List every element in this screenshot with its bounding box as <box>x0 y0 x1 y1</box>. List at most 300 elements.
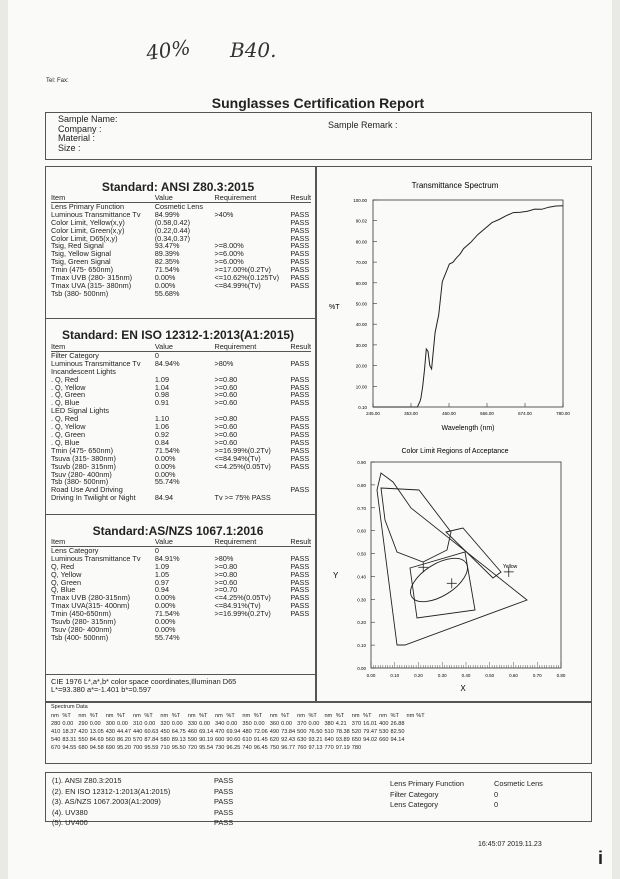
x-tick-label: 780.00 <box>556 411 570 416</box>
spectrum-cell: 16.01 <box>363 721 378 727</box>
x-tick-label: 0.80 <box>556 673 566 678</box>
color-limit-chart <box>315 440 590 696</box>
spectrum-row <box>51 728 427 736</box>
table-cell: PASS <box>290 265 310 275</box>
spectrum-cell: 370 <box>297 721 307 727</box>
page-corner-mark: i <box>598 848 604 868</box>
table-cell: 55.68% <box>154 288 180 298</box>
spectrum-cell: 0.00 <box>199 721 210 727</box>
y-tick-label: 100.00 <box>353 198 367 203</box>
table-cell <box>214 626 290 634</box>
spectrum-cell: 740 <box>242 745 252 751</box>
spectrum-cell: 82.50 <box>390 729 405 735</box>
spectrum-cell: nm <box>105 713 114 719</box>
table-cell: PASS <box>290 569 310 579</box>
spectrum-cell: %T <box>335 713 345 719</box>
transmittance-xlabel: Wavelength (nm) <box>441 425 495 432</box>
y-tick-label: 0.90 <box>357 460 366 465</box>
y-tick-label: 30.00 <box>355 342 367 348</box>
spectrum-cell: 560 <box>105 737 116 743</box>
spectrum-cell: nm <box>406 713 415 719</box>
lens-info-value: 0 <box>494 800 499 810</box>
y-tick-label: 40.00 <box>355 322 367 328</box>
table-cell: 89.39% <box>154 249 180 259</box>
table-cell: >=0.60 <box>214 422 238 432</box>
column-header: Result <box>290 342 311 351</box>
table-cell: Tmax UVA(315- 400nm) <box>51 601 130 611</box>
green-acceptance-region <box>381 488 451 562</box>
table-cell: 0.00% <box>154 601 176 611</box>
spectrum-cell: 580 <box>160 737 170 743</box>
column-header: Requirement <box>214 343 290 351</box>
column-header: Item <box>51 343 155 351</box>
table-cell: . Q, Red <box>51 414 79 424</box>
transmittance-chart <box>315 172 590 434</box>
spectrum-data-title: Spectrum Data <box>51 704 88 710</box>
table-cell: 1.10 <box>154 414 170 424</box>
spectrum-cell: 370 <box>351 721 362 727</box>
table-cell: >=8.00% <box>214 241 244 251</box>
spectrum-cell: 690 <box>105 745 116 751</box>
table-row <box>51 391 311 399</box>
table-cell: Cosmetic Lens <box>154 201 203 211</box>
spectrum-cell: 660 <box>379 737 389 743</box>
table-cell: PASS <box>290 273 310 283</box>
plot-frame <box>373 200 563 407</box>
sample-remark-label: Sample Remark : <box>328 120 398 130</box>
column-header: Requirement <box>214 538 290 546</box>
table-cell: 84.91% <box>154 553 180 563</box>
spectrum-cell: nm <box>160 713 169 719</box>
spectrum-cell: 64.75 <box>171 729 186 735</box>
table-cell: >=16.99%(0.2Tv) <box>214 609 271 619</box>
spectrum-cell: 710 <box>160 745 170 751</box>
spectrum-cell: 300 <box>105 721 116 727</box>
table-cell: >=0.70 <box>214 585 238 595</box>
table-row <box>51 571 311 579</box>
spectrum-cell: nm <box>187 713 196 719</box>
summary-result: PASS <box>214 818 234 828</box>
table-cell: 1.09 <box>154 561 170 571</box>
summary-standard: (3). AS/NZS 1067.2003(A1:2009) <box>52 797 161 807</box>
spectrum-cell: nm <box>242 713 251 719</box>
transmittance-title: Transmittance Spectrum <box>411 181 499 190</box>
table-cell <box>290 626 311 634</box>
yellow-acceptance-region <box>446 528 501 578</box>
y-tick-label: 0.30 <box>357 597 366 603</box>
table-row <box>51 494 311 502</box>
spectrum-cell <box>390 744 406 752</box>
x-tick-label: 674.00 <box>518 411 532 416</box>
spectrum-cell: %T <box>117 713 126 719</box>
transmittance-series-line <box>373 206 563 407</box>
table-cell: Filter Category <box>51 350 99 360</box>
table-cell: PASS <box>290 593 310 603</box>
lens-info-label: Lens Primary Function <box>390 779 464 788</box>
spectrum-cell: nm <box>51 713 59 719</box>
table-cell: 0.97 <box>154 577 170 587</box>
spectrum-cell: %T <box>89 713 99 719</box>
summary-result: PASS <box>214 807 234 817</box>
spectrum-cell: nm <box>324 713 333 719</box>
table-row <box>51 579 311 587</box>
table-cell: 0.00% <box>154 280 176 290</box>
table-cell: >=6.00% <box>214 249 244 259</box>
spectrum-cell: 0.00 <box>281 721 292 727</box>
spectrum-cell <box>406 720 416 728</box>
table-cell: 1.09 <box>154 374 170 384</box>
table-cell <box>214 634 290 642</box>
table-cell: 0.00% <box>154 617 176 627</box>
spectrum-cell: 96.77 <box>281 745 296 751</box>
table-cell: PASS <box>290 249 310 259</box>
spectrum-row <box>51 720 427 728</box>
table-cell: Tsb (400- 500nm) <box>51 632 109 642</box>
table-cell: <=10.62%(0.125Tv) <box>214 273 280 283</box>
spectrum-cell: %T <box>62 713 71 719</box>
color-point-marker <box>418 562 428 572</box>
table-cell: PASS <box>290 422 310 432</box>
table-cell: Tsuv (280- 400nm) <box>51 469 112 479</box>
asnzs-title: Standard:AS/NZS 1067.1:2016 <box>92 524 264 538</box>
spectrum-cell: 94.02 <box>363 737 378 743</box>
table-cell: >=0.80 <box>214 414 238 424</box>
table-cell: Tmax UVB (280-315nm) <box>51 593 131 603</box>
spectrum-cell: 0.00 <box>144 721 156 727</box>
column-header: Item <box>51 194 155 202</box>
spectrum-cell: 290 <box>78 721 88 727</box>
spectrum-cell: 13.05 <box>89 729 104 735</box>
table-cell: <=4.25%(0.05Tv) <box>214 461 271 471</box>
table-cell: PASS <box>290 577 310 587</box>
spectrum-cell: %T <box>308 713 317 719</box>
table-cell: 0.00% <box>154 273 176 283</box>
table-cell: PASS <box>290 445 310 455</box>
x-tick-label: 566.00 <box>480 411 494 416</box>
x-tick-label: 0.50 <box>485 673 495 678</box>
spectrum-cell: 86.20 <box>117 737 132 743</box>
spectrum-cell: 750 <box>269 745 280 751</box>
lens-info-row <box>390 780 553 789</box>
summary-result: PASS <box>214 776 234 785</box>
table-cell: 84.94% <box>154 358 180 368</box>
spectrum-cell: 84.69 <box>89 737 104 743</box>
summary-row <box>52 819 243 828</box>
table-cell <box>214 618 290 626</box>
column-header: Value <box>155 538 215 546</box>
spectrum-cell: %T <box>171 713 181 719</box>
table-row <box>51 423 311 431</box>
sample-labels <box>58 115 118 153</box>
lens-info-value: 0 <box>494 789 499 799</box>
handwritten-note-percent: 40% <box>144 35 192 65</box>
table-cell: Luminous Transmittance Tv <box>51 209 141 219</box>
spectrum-cell: 69.94 <box>226 729 241 735</box>
asnzs-table <box>51 538 311 642</box>
spectrum-cell: %T <box>390 713 399 719</box>
spectrum-cell: %T <box>253 713 263 719</box>
spectrum-cell: nm <box>379 713 387 719</box>
spectrum-cell: 620 <box>269 737 280 743</box>
spectrum-cell: 94.14 <box>390 737 405 743</box>
table-cell: Driving In Twilight or Night <box>51 493 136 503</box>
table-cell: Tv >= 75% PASS <box>214 493 271 503</box>
cie-line-1: CIE 1976 L*,a*,b* color space coordinates,Illuminan D65 <box>51 677 237 686</box>
spectrum-row <box>51 736 427 744</box>
table-cell: >=17.00%(0.2Tv) <box>214 265 271 275</box>
spectrum-cell: nm <box>78 713 87 719</box>
spectrum-cell: 590 <box>187 737 198 743</box>
spectrum-cell: 310 <box>133 721 143 727</box>
y-tick-label: 0.10 <box>358 405 367 410</box>
spectrum-cell: %T <box>281 713 290 719</box>
table-cell: PASS <box>290 585 310 595</box>
table-cell: >=0.60 <box>214 577 238 587</box>
table-cell: 1.06 <box>154 422 170 432</box>
table-row <box>51 555 311 563</box>
table-row <box>51 290 311 298</box>
table-cell: . Q, Blue <box>51 398 80 408</box>
table-cell: Color Limit, D65(x,y) <box>51 233 118 243</box>
spectrum-cell: 94.58 <box>89 745 104 751</box>
table-cell: 71.54% <box>154 265 180 275</box>
spectrum-cell: 0.00 <box>89 721 101 727</box>
spectrum-cell: 95.20 <box>117 745 132 751</box>
table-cell: Tsuvb (280- 315nm) <box>51 617 116 627</box>
print-timestamp: 16:45:07 2019.11.23 <box>478 841 542 848</box>
table-cell: PASS <box>290 241 310 251</box>
summary-lens-info <box>388 778 555 812</box>
table-cell: PASS <box>290 382 310 392</box>
spectrum-cell: 440 <box>133 729 143 735</box>
table-cell: PASS <box>290 209 310 219</box>
spectrum-cell: %T <box>416 713 425 719</box>
table-cell: 55.74% <box>154 477 180 487</box>
table-cell: PASS <box>290 461 310 471</box>
spectrum-cell: 400 <box>379 721 389 727</box>
lens-info-label: Filter Category <box>390 789 439 799</box>
spectral-locus <box>377 473 527 645</box>
spectrum-cell: %T <box>226 713 235 719</box>
color-limit-xlabel: X <box>460 684 466 693</box>
spectrum-cell: 72.06 <box>253 729 268 735</box>
table-cell: >80% <box>214 553 234 563</box>
table-cell: Tmin (475- 650nm) <box>51 265 114 275</box>
table-cell: 0 <box>154 545 159 555</box>
table-row <box>51 563 311 571</box>
spectrum-data-table <box>51 712 427 752</box>
spectrum-cell: 450 <box>160 729 170 735</box>
spectrum-cell: 570 <box>133 737 143 743</box>
spectrum-cell: 430 <box>105 729 116 735</box>
lens-info-row <box>390 791 553 800</box>
table-cell: Luminous Transmittance Tv <box>51 553 141 563</box>
table-cell: Tsb (380- 500nm) <box>51 288 109 298</box>
tel-fax: Tel: Fax: <box>46 78 69 84</box>
table-cell: . Q, Yellow <box>51 382 86 392</box>
table-cell: (0.58,0.42) <box>154 217 191 227</box>
x-tick-label: 0.40 <box>461 673 471 678</box>
spectrum-cell: 470 <box>215 729 225 735</box>
spectrum-cell: 760 <box>297 745 307 751</box>
spectrum-cell: 720 <box>187 745 198 751</box>
table-cell <box>215 290 291 298</box>
spectrum-cell: %T <box>144 713 153 719</box>
y-tick-label: 60.00 <box>355 280 367 286</box>
table-cell <box>214 478 290 486</box>
cie-coordinates <box>51 678 311 694</box>
y-tick-label: 0.00 <box>357 666 366 671</box>
table-row <box>51 415 311 423</box>
iso-title: Standard: EN ISO 12312-1:2013(A1:2015) <box>61 328 295 342</box>
spectrum-cell: 0.00 <box>226 721 238 727</box>
table-cell <box>290 471 311 479</box>
spectrum-cell: 95.50 <box>171 745 186 751</box>
table-cell: 93.47% <box>154 241 180 251</box>
table-row <box>51 634 311 642</box>
sample-info-box <box>45 112 592 160</box>
spectrum-cell: 520 <box>351 729 362 735</box>
divider <box>45 318 316 319</box>
table-cell <box>290 618 311 626</box>
spectrum-cell: 87.84 <box>144 737 159 743</box>
iso-table <box>51 343 311 502</box>
summary-standards <box>50 775 245 830</box>
y-tick-label: 70.00 <box>355 260 367 266</box>
table-cell: PASS <box>290 485 310 495</box>
spectrum-cell: 83.31 <box>62 737 77 743</box>
table-cell: <=84.99%(Tv) <box>214 280 261 290</box>
table-cell: PASS <box>290 217 310 227</box>
spectrum-cell: 92.43 <box>281 737 296 743</box>
table-cell: . Q, Green <box>51 390 86 400</box>
spectrum-cell: 700 <box>133 745 143 751</box>
spectrum-cell: 380 <box>324 721 334 727</box>
spectrum-cell: 91.45 <box>253 737 268 743</box>
spectrum-cell: 0.00 <box>171 721 183 727</box>
table-cell: PASS <box>290 437 310 447</box>
table-cell: (0.34,0.37) <box>154 233 191 243</box>
spectrum-row <box>51 744 427 752</box>
table-cell: PASS <box>290 453 310 463</box>
y-tick-label: 0.80 <box>357 482 366 488</box>
column-header: Requirement <box>215 194 291 202</box>
summary-row <box>52 798 243 807</box>
report-sheet <box>8 0 612 879</box>
y-tick-label: 0.60 <box>357 528 366 534</box>
spectrum-cell: 460 <box>187 729 198 735</box>
table-cell: 0.00% <box>154 469 176 479</box>
spectrum-cell: 480 <box>242 729 252 735</box>
table-cell: Lens Primary Function <box>51 201 124 211</box>
spectrum-cell <box>406 728 416 736</box>
divider <box>45 674 316 675</box>
spectrum-cell: 320 <box>160 721 170 727</box>
table-cell: Tsig, Yellow Signal <box>51 249 112 259</box>
spectrum-cell: 530 <box>379 729 389 735</box>
table-cell <box>290 634 311 642</box>
spectrum-cell: nm <box>297 713 305 719</box>
spectrum-cell: 490 <box>269 729 280 735</box>
table-cell: PASS <box>290 390 310 400</box>
table-cell <box>290 494 311 502</box>
table-cell: Q, Yellow <box>51 569 82 579</box>
table-cell: Luminous Transmittance Tv <box>51 358 141 368</box>
table-cell: Q, Blue <box>51 585 76 595</box>
spectrum-cell: 96.25 <box>226 745 241 751</box>
lens-info-value: Cosmetic Lens <box>494 779 543 788</box>
table-cell: PASS <box>290 553 310 563</box>
spectrum-cell: 0.00 <box>62 721 74 727</box>
summary-row <box>52 809 243 818</box>
table-cell: Q, Red <box>51 561 75 571</box>
spectrum-cell: 90.60 <box>226 737 241 743</box>
table-cell: 84.94 <box>154 493 174 503</box>
transmittance-ylabel: %T <box>329 304 340 311</box>
y-tick-label: 0.10 <box>357 643 366 649</box>
table-cell <box>214 471 290 479</box>
spectrum-cell: 340 <box>215 721 225 727</box>
y-tick-label: 90.02 <box>355 218 367 224</box>
table-cell: >=0.60 <box>214 390 238 400</box>
spectrum-cell: 79.47 <box>363 729 378 735</box>
spectrum-cell: %T <box>363 713 372 719</box>
table-cell: 1.05 <box>154 569 170 579</box>
table-cell: 1.04 <box>154 382 170 392</box>
table-cell: PASS <box>290 398 310 408</box>
summary-standard: (4). UV380 <box>52 807 88 817</box>
ansi-table <box>51 194 311 298</box>
spectrum-cell: 4.21 <box>335 721 347 727</box>
report-title: Sunglasses Certification Report <box>211 95 425 111</box>
table-cell: 82.35% <box>154 257 180 267</box>
summary-box <box>45 772 592 828</box>
table-cell: PASS <box>290 358 310 368</box>
table-cell: <=84.91%(Tv) <box>214 601 261 611</box>
table-cell: PASS <box>290 280 310 290</box>
spectrum-cell: nm <box>133 713 141 719</box>
table-cell: 55.74% <box>154 632 180 642</box>
spectrum-cell: 360 <box>269 721 280 727</box>
handwritten-note-code: B40. <box>230 38 277 62</box>
table-cell: PASS <box>290 609 310 619</box>
table-cell: Tsuvb (280- 315nm) <box>51 461 116 471</box>
table-cell: . Q, Yellow <box>51 422 86 432</box>
column-header: Item <box>51 538 155 546</box>
x-tick-label: 0.10 <box>390 673 400 678</box>
spectrum-cell: 89.13 <box>171 737 186 743</box>
spectrum-cell <box>363 744 379 752</box>
table-cell: 0.98 <box>154 390 170 400</box>
table-cell: Color Limit, Yellow(x,y) <box>51 217 125 227</box>
table-cell: Lens Category <box>51 545 99 555</box>
table-cell: >=0.80 <box>214 374 238 384</box>
spectrum-cell: 420 <box>78 729 88 735</box>
y-tick-label: 50.00 <box>355 301 367 307</box>
spectrum-cell <box>379 744 390 752</box>
x-tick-label: 460.00 <box>442 411 456 416</box>
table-cell: . Q, Green <box>51 429 86 439</box>
y-tick-label: 10.00 <box>355 384 367 390</box>
x-tick-label: 0.60 <box>509 673 518 678</box>
table-cell: Color Limit, Green(x,y) <box>51 225 125 235</box>
spectrum-data-box <box>45 702 592 764</box>
table-cell: 0.92 <box>154 429 170 439</box>
color-limit-title: Color Limit Regions of Acceptance <box>401 448 509 455</box>
color-limit-ylabel: Y <box>333 571 339 580</box>
spectrum-cell: 26.88 <box>390 721 405 727</box>
table-cell: PASS <box>290 225 310 235</box>
